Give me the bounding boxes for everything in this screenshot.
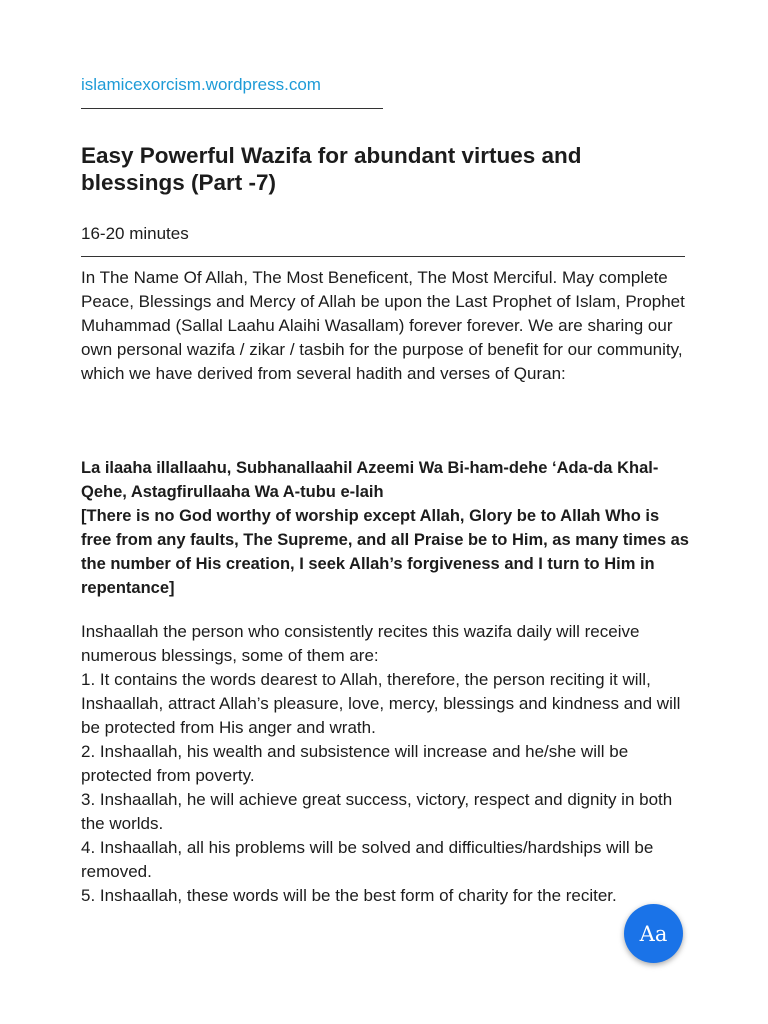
- font-settings-label: Aa: [639, 921, 668, 946]
- dua-arabic-text: La ilaaha illallaahu, Subhanallaahil Azeemi Wa Bi-ham-dehe ‘Ada-da Khal-Qehe, Astagfirullaaha Wa A-tubu e-laih: [81, 459, 659, 501]
- benefit-item: 3. Inshaallah, he will achieve great success, victory, respect and dignity in both the worlds.: [81, 790, 673, 833]
- font-settings-button[interactable]: [624, 904, 683, 963]
- intro-paragraph: In The Name Of Allah, The Most Beneficent, The Most Merciful. May complete Peace, Blessings and Mercy of Allah be upon the Last Prophet of Islam, Prophet Muhammad (Sallal Laahu Alaihi Wasallam) forever forever. We are sharing our own personal wazifa / zikar / tasbih for the purpose of benefit for our community, which we have derived from several hadith and verses of Quran:: [81, 268, 685, 383]
- benefits-intro: Inshaallah the person who consistently recites this wazifa daily will receive numerous blessings, some of them are:: [81, 622, 640, 665]
- dua-paragraph: [81, 456, 689, 600]
- reading-time: 16-20 minutes: [81, 224, 189, 243]
- benefits-section: [81, 620, 689, 908]
- benefit-item: 2. Inshaallah, his wealth and subsistence will increase and he/she will be protected from poverty.: [81, 742, 629, 785]
- meta-divider: [81, 256, 685, 257]
- benefit-item: 1. It contains the words dearest to Allah, therefore, the person reciting it will, Inshaallah, attract Allah’s pleasure, love, mercy, blessings and kindness and will be protected from His anger and wrath.: [81, 670, 681, 737]
- source-divider: [81, 108, 383, 109]
- dua-translation-text: [There is no God worthy of worship except Allah, Glory be to Allah Who is free from any faults, The Supreme, and all Praise be to Him, as many times as the number of His creation, I seek Allah’s forgiveness and I turn to Him in repentance]: [81, 507, 689, 597]
- source-link[interactable]: islamicexorcism.wordpress.com: [81, 75, 321, 94]
- benefit-item: 5. Inshaallah, these words will be the best form of charity for the reciter.: [81, 886, 617, 905]
- benefit-item: 4. Inshaallah, all his problems will be solved and difficulties/hardships will be removed.: [81, 838, 654, 881]
- article-title: Easy Powerful Wazifa for abundant virtues and blessings (Part -7): [81, 143, 582, 195]
